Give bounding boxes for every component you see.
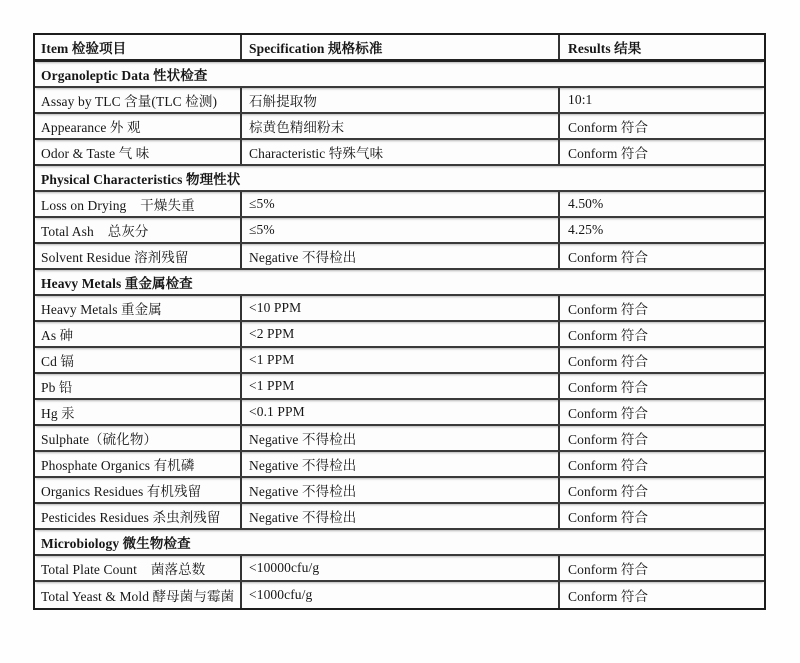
result-cell: Conform 符合: [568, 458, 649, 473]
spec-cell: Characteristic 特殊气味: [242, 140, 560, 164]
item-cell: As 砷: [35, 322, 242, 346]
table-row: [35, 582, 764, 608]
header-item: Item 检验项目: [35, 35, 242, 59]
result-cell: 4.50%: [568, 196, 604, 211]
spec-cell: ≤5%: [242, 192, 560, 216]
spec-cell: <2 PPM: [242, 322, 560, 346]
result-cell: Conform 符合: [568, 484, 649, 499]
table-row: [35, 322, 764, 348]
table-row: [35, 400, 764, 426]
spec-cell: Negative 不得检出: [242, 426, 560, 450]
spec-cell: <10000cfu/g: [242, 556, 560, 580]
spec-cell: <1 PPM: [242, 374, 560, 398]
table-row: [35, 426, 764, 452]
section-organoleptic: [35, 62, 764, 88]
spec-cell: Negative 不得检出: [242, 478, 560, 502]
section-title: Physical Characteristics 物理性状: [41, 172, 241, 187]
result-cell: Conform 符合: [568, 120, 649, 135]
table-header-row: [35, 35, 764, 62]
result-cell: Conform 符合: [568, 562, 649, 577]
item-cell: Organics Residues 有机残留: [35, 478, 242, 502]
item-cell: Total Yeast & Mold 酵母菌与霉菌: [35, 582, 242, 608]
item-cell: Phosphate Organics 有机磷: [35, 452, 242, 476]
section-title: Heavy Metals 重金属检查: [41, 276, 193, 291]
result-cell: Conform 符合: [568, 302, 649, 317]
table-row: [35, 114, 764, 140]
result-cell: Conform 符合: [568, 406, 649, 421]
item-cell: Assay by TLC 含量(TLC 检测): [35, 88, 242, 112]
table-row: [35, 140, 764, 166]
section-physical: [35, 166, 764, 192]
result-cell: Conform 符合: [568, 380, 649, 395]
item-cell: Heavy Metals 重金属: [35, 296, 242, 320]
result-cell: Conform 符合: [568, 250, 649, 265]
header-specification: Specification 规格标准: [242, 35, 560, 59]
spec-cell: <0.1 PPM: [242, 400, 560, 424]
specification-table: [33, 33, 766, 610]
item-cell: Appearance 外 观: [35, 114, 242, 138]
table-row: [35, 244, 764, 270]
table-row: [35, 218, 764, 244]
item-cell: Solvent Residue 溶剂残留: [35, 244, 242, 268]
table-row: [35, 556, 764, 582]
item-cell: Pesticides Residues 杀虫剂残留: [35, 504, 242, 528]
spec-cell: <1 PPM: [242, 348, 560, 372]
spec-cell: <1000cfu/g: [242, 582, 560, 608]
table-row: [35, 296, 764, 322]
result-cell: Conform 符合: [568, 328, 649, 343]
spec-cell: 石斛提取物: [242, 88, 560, 112]
result-cell: 10:1: [568, 92, 593, 107]
spec-cell: ≤5%: [242, 218, 560, 242]
item-cell: Loss on Drying 干燥失重: [35, 192, 242, 216]
header-results: Results 结果: [568, 41, 642, 56]
item-cell: Odor & Taste 气 味: [35, 140, 242, 164]
table-row: [35, 374, 764, 400]
section-title: Organoleptic Data 性状检查: [41, 68, 208, 83]
table-row: [35, 348, 764, 374]
spec-cell: <10 PPM: [242, 296, 560, 320]
result-cell: Conform 符合: [568, 510, 649, 525]
table-row: [35, 504, 764, 530]
section-microbiology: [35, 530, 764, 556]
item-cell: Hg 汞: [35, 400, 242, 424]
section-heavy-metals: [35, 270, 764, 296]
section-title: Microbiology 微生物检查: [41, 536, 191, 551]
spec-cell: 棕黄色精细粉末: [242, 114, 560, 138]
result-cell: Conform 符合: [568, 354, 649, 369]
table-row: [35, 88, 764, 114]
item-cell: Total Ash 总灰分: [35, 218, 242, 242]
spec-cell: Negative 不得检出: [242, 504, 560, 528]
item-cell: Pb 铅: [35, 374, 242, 398]
spec-cell: Negative 不得检出: [242, 244, 560, 268]
spec-cell: Negative 不得检出: [242, 452, 560, 476]
result-cell: Conform 符合: [568, 146, 649, 161]
item-cell: Sulphate（硫化物）: [35, 426, 242, 450]
item-cell: Cd 镉: [35, 348, 242, 372]
table-row: [35, 478, 764, 504]
table-row: [35, 452, 764, 478]
result-cell: 4.25%: [568, 222, 604, 237]
item-cell: Total Plate Count 菌落总数: [35, 556, 242, 580]
result-cell: Conform 符合: [568, 432, 649, 447]
result-cell: Conform 符合: [568, 589, 649, 604]
table-row: [35, 192, 764, 218]
